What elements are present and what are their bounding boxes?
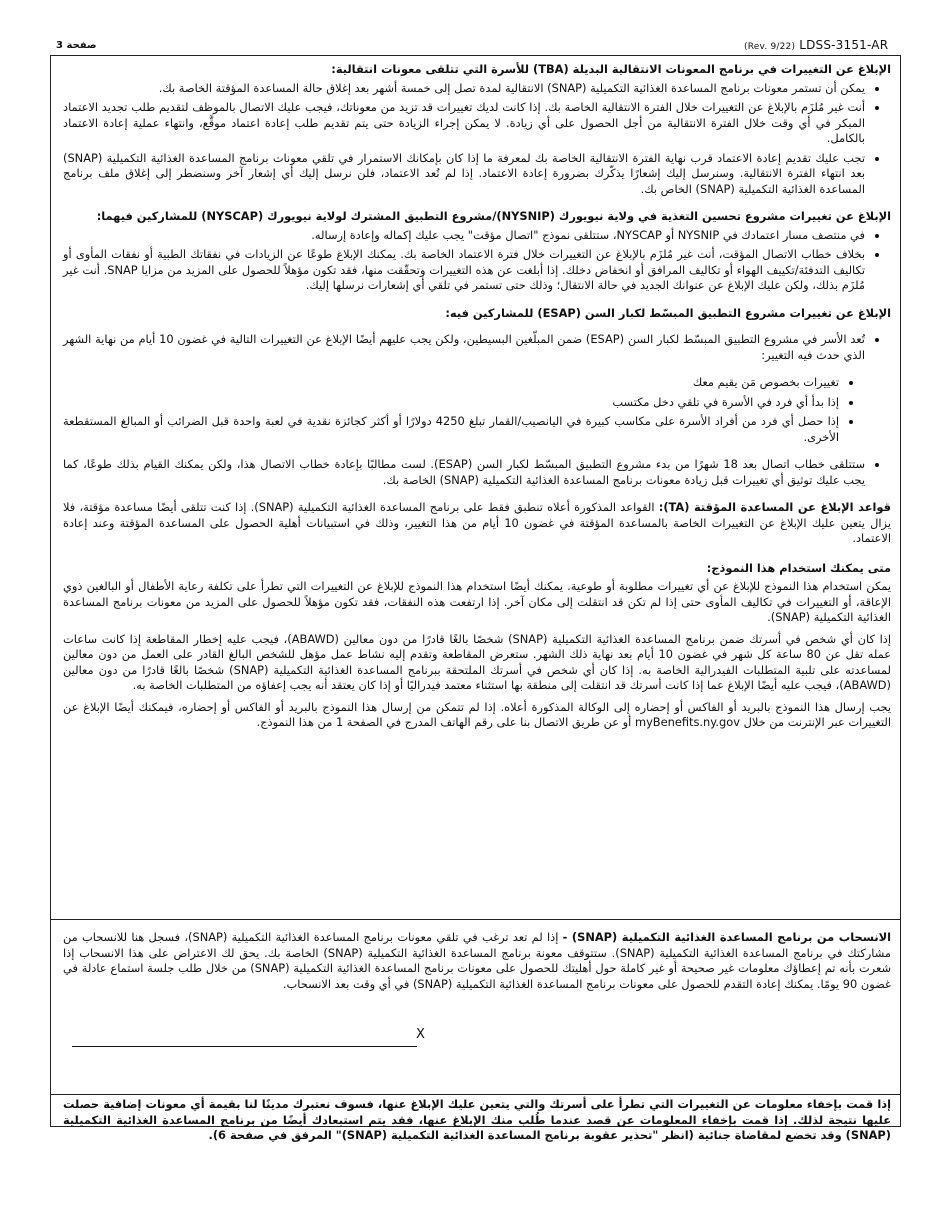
- nysnip-title: الإبلاغ عن تغييرات مشروع تحسين التغذية في ولاية نيويورك (NYSNIP)/مشروع التطبيق المشترك لولاية نيويورك (NYSCAP) للمشاركين فيهما:: [96, 209, 891, 223]
- ta-title: قواعد الإبلاغ عن المساعدة المؤقتة (TA):: [658, 500, 891, 514]
- tba-item: • تجب عليك تقديم إعادة الاعتماد قرب نهاية الفترة الانتقالية الخاصة بك لمعرفة ما إذا كان بإمكانك الاستمرار في تلقي معونات برنامج المساعدة الغذائية التكميلية (SNAP) بعد انتهاء الفترة الانتقالية. وسنرسل إليك إشعارًا يذكّرك بضرورة إعادة الاعتماد. إذا لم تُعد الاعتماد، فلن نرسل إليك أي إشعار آخر وسنضطر إلى إغلاق ملف برنامج المساعدة الغذائية التكميلية (SNAP) الخاص بك.: [63, 151, 865, 198]
- withdraw-text: إذا لم تعد ترغب في تلقي معونات برنامج المساعدة الغذائية التكميلية (SNAP)، فسجل هنا للانسحاب من مشاركتك في برنامج المساعدة الغذائية التكميلية (SNAP). ستتوقف معونة برنامج المساعدة الغذائية التكميلية (SNAP) الخاصة بك. يحق لك الاعتراض على هذا الانسحاب إذا شعرت بأنه تم إعطاؤك معلومات غير صحيحة أو غير كاملة حول أهليتك للحصول على معونات برنامج المساعدة الغذائية التكميلية (SNAP) من خلال طلب جلسة استماع عادلة في غضون 90 يومًا. يمكنك إعادة التقدم للحصول على معونات برنامج المساعدة الغذائية التكميلية (SNAP) في أي وقت بعد الانسحاب.: [63, 930, 891, 991]
- when-paragraph-3: يجب إرسال هذا النموذج بالبريد أو الفاكس أو إحضاره إلى الوكالة المذكورة أعلاه. إذا لم تتمكن من إرسال هذا النموذج بالبريد أو الفاكس أو إحضاره، فيمكنك أيضًا الإبلاغ عن التغييرات عبر الإنترنت من خلال myBenefits.ny.gov أو عن طريق الاتصال بنا على رقم الهاتف المدرج في الصفحة 1 من هذا النموذج.: [63, 699, 891, 729]
- esap-contact: • ستتلقى خطاب اتصال بعد 18 شهرًا من بدء مشروع التطبيق المبسّط لكبار السن (ESAP). لست مطالبًا بإعادة خطاب الاتصال هذا، ولكن يمكنك القيام بذلك طوعًا، كما يجب عليك توثيق أي تغييرات قبل زيادة معونات برنامج المساعدة الغذائية التكميلية (SNAP) الخاصة بك.: [63, 457, 865, 488]
- esap-sub-item: • تغييرات بخصوص مَن يقيم معك: [63, 375, 839, 391]
- tba-list: [63, 81, 891, 198]
- esap-contact-list: [63, 457, 891, 488]
- form-number: LDSS-3151-AR: [799, 38, 889, 52]
- penalty-warning: إذا قمت بإخفاء معلومات عن التغييرات التي تطرأ على أسرتك والتي يتعين عليك الإبلاغ عنها، فسوف نعتبرك مدينًا لنا بقيمة أي معونات إضافية حصلت عليها نتيجة لذلك. إذا قمت بإخفاء المعلومات عن قصد عندما طُلب منك الإبلاغ عنها، فقد يتم استبعادك أيضًا من برنامج المساعدة الغذائية التكميلية (SNAP) وقد تخضع لمقاضاة جنائية (انظر "تحذير عقوبة برنامج المساعدة الغذائية التكميلية (SNAP)" المرفق في صفحة 6).: [63, 1097, 891, 1142]
- page-number: صفحة 3: [56, 40, 97, 51]
- withdraw-paragraph: [63, 930, 891, 992]
- esap-list: [63, 332, 891, 363]
- tba-title: الإبلاغ عن التغييرات في برنامج المعونات الانتقالية البديلة (TBA) للأسرة التي تتلقى معونات انتقالية:: [331, 62, 891, 76]
- tba-item: • أنت غير مُلزَم بالإبلاغ عن التغييرات خلال الفترة الانتقالية الخاصة بك. إذا كانت لديك تغييرات قد تزيد من معوناتك، فيجب عليك الاتصال بالموظف لتقديم طلب تجديد الاعتماد المبكر في أي وقت خلال الفترة الانتقالية من أجل الحصول على أي زيادة. لا يمكن إجراء الزيادة حتى يتم تقديم طلب إعادة اعتماد موقَّع، وانتهاء عملية إعادة الاعتماد بالكامل.: [63, 100, 865, 147]
- when-paragraph-1: يمكن استخدام هذا النموذج للإبلاغ عن أي تغييرات مطلوبة أو طوعية. يمكنك أيضًا استخدام هذا النموذج للإبلاغ عن التغييرات التي تطرأ على تكلفة رعاية الأطفال أو البالغين ذوي الإعاقة، أو التغييرات في تكاليف المأوى حتى إذا لم تكن قد انتقلت إلى مكان آخر. إذا ارتفعت هذه النفقات، فقد تكون مؤهلاً للحصول على المزيد من معونات برنامج المساعدة الغذائية التكميلية (SNAP).: [63, 579, 891, 624]
- withdraw-title: الانسحاب من برنامج المساعدة الغذائية التكميلية (SNAP) -: [562, 930, 891, 944]
- esap-intro: • تُعد الأسر في مشروع التطبيق المبسّط لكبار السن (ESAP) ضمن المبلّغين البسيطين، ولكن يجب عليهم أيضًا الإبلاغ عن التغييرات التالية في غضون 10 أيام من نهاية الشهر الذي حدث فيه التغيير:: [63, 332, 865, 363]
- when-paragraph-2: إذا كان أي شخص في أسرتك ضمن برنامج المساعدة الغذائية التكميلية (SNAP) شخصًا بالغًا قادرًا من دون معالين (ABAWD)، فيجب عليه إخطار المقاطعة إذا كانت ساعات عمله تقل عن 80 ساعة كل شهر في غضون 10 أيام بعد نهاية ذلك الشهر. ستعرض المقاطعة وتقدم إليه نشاط عمل مؤهل للشخص البالغ القادر على العمل من دون معالين لمساعدته على تلبية المتطلبات الفيدرالية الخاصة به. إذا كان أي شخص في أسرتك الملتحقة ببرنامج المساعدة الغذائية التكميلية (SNAP) شخصًا بالغًا قادرًا من دون معالين (ABAWD)، فيجب عليه أيضًا الإبلاغ عما إذا كانت أسرتك قد انتقلت إلى منطقة بها استثناء معتمد فيدراليًا أو إذا كان يعتقد أنه يجب إعفاؤه من المتطلبات الخاصة به.: [63, 631, 892, 692]
- signature-line[interactable]: [72, 1031, 417, 1047]
- signature-mark: X: [416, 1027, 425, 1042]
- esap-title: الإبلاغ عن تغييرات مشروع التطبيق المبسّط لكبار السن (ESAP) للمشاركين فيه:: [445, 305, 891, 320]
- nysnip-item: • بخلاف خطاب الاتصال المؤقت، أنت غير مُلزَم بالإبلاغ عن التغييرات خلال فترة الاعتماد الخاصة بك. يمكنك الإبلاغ طوعًا عن الزيادات في نفقاتك الطبية أو نفقات المأوى أو تكاليف التدفئة/تكييف الهواء أو تكاليف المرافق أو انخفاض دخلك. إذا أبلغت عن هذه التغييرات وتحقّقت منها، فقد تكون مؤهلاً للحصول على المزيد من مزايا SNAP. أنت غير مُلزَم بذلك، ولكن عليك الإبلاغ عن عنوانك الجديد في حالة الانتقال؛ وذلك حتى تستمر في تلقي أي إشعارات نرسلها إليك.: [63, 247, 865, 294]
- esap-sub-list: [63, 375, 891, 445]
- esap-sub-item: • إذا حصل أي فرد من أفراد الأسرة على مكاسب كبيرة في اليانصيب/القمار تبلغ 4250 دولارًا أو أكثر كجائزة نقدية في لعبة واحدة قبل الضرائب أو المبالغ المستقطعة الأخرى.: [63, 414, 839, 445]
- esap-sub-item: • إذا بدأ أي فرد في الأسرة في تلقي دخل مكتسب: [63, 395, 839, 411]
- form-frame: [50, 55, 901, 1142]
- when-title: متى يمكنك استخدام هذا النموذج:: [706, 560, 891, 575]
- form-id: [744, 38, 888, 52]
- withdraw-section: [51, 920, 900, 1095]
- ta-text: القواعد المذكورة أعلاه تنطبق فقط على برنامج المساعدة الغذائية التكميلية (SNAP). إذا كنت تتلقى أيضًا مساعدة مؤقتة، فلا يزال يتعين عليك الإبلاغ عن التغييرات الخاصة بالمساعدة المؤقتة في غضون 10 أيام من هذا التغيير، وذلك في استبيانات أهلية الحصول على المساعدة المؤقتة وعند إعادة الاعتماد.: [63, 500, 891, 545]
- nysnip-item: • في منتصف مسار اعتمادك في NYSNIP أو NYSCAP، ستتلقى نموذج "اتصال مؤقت" يجب عليك إكماله وإعادة إرساله.: [63, 228, 865, 244]
- tba-item: • يمكن أن تستمر معونات برنامج المساعدة الغذائية التكميلية (SNAP) الانتقالية لمدة تصل إلى خمسة أشهر بعد إغلاق حالة المساعدة المؤقتة الخاصة بك.: [63, 81, 865, 97]
- revision-label: (Rev. 9/22): [744, 42, 796, 52]
- reporting-rules-section: [51, 56, 900, 920]
- ta-paragraph: [63, 500, 891, 547]
- nysnip-list: [63, 228, 891, 294]
